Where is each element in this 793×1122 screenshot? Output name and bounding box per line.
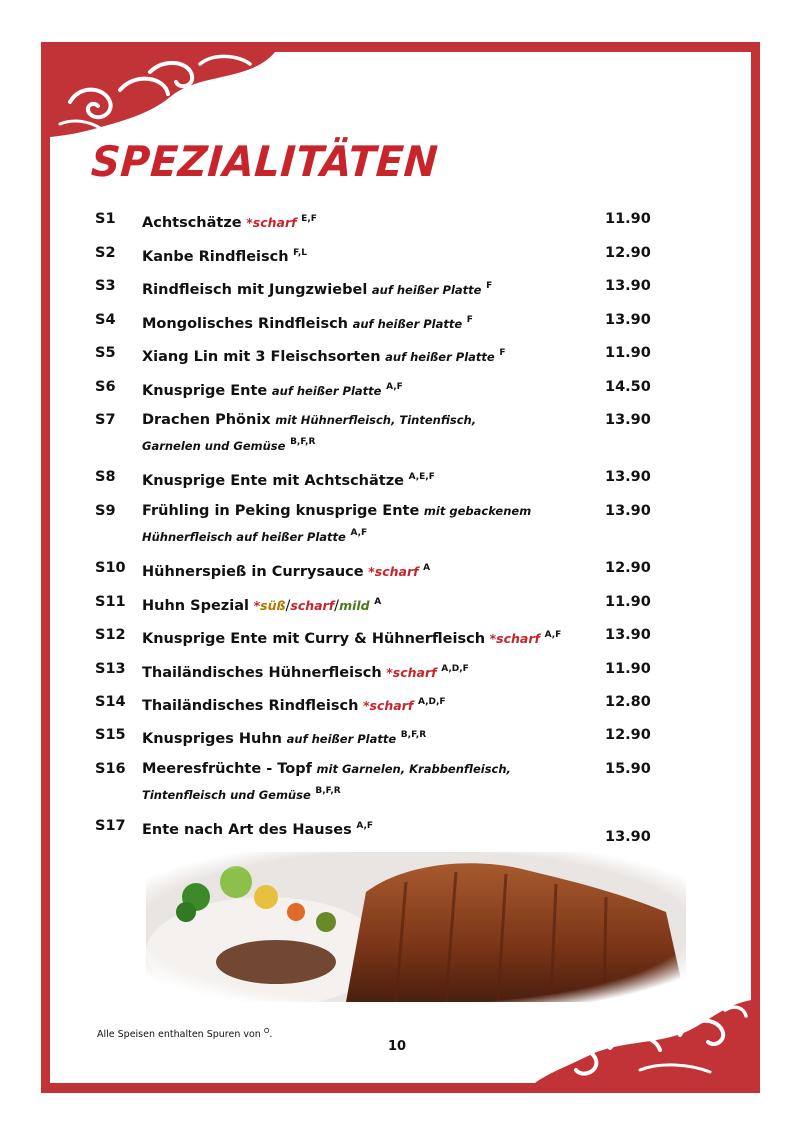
- spicy-tag: *scharf: [246, 214, 297, 230]
- item-code: S5: [95, 345, 116, 361]
- item-name-block: [142, 376, 562, 402]
- item-code: S3: [95, 278, 116, 294]
- item-dish-name: Knusprige Ente mit Curry & Hühnerfleisch: [142, 630, 486, 647]
- allergen-codes: A,D,F: [417, 697, 446, 707]
- item-dish-name: Meeresfrüchte - Topf: [142, 761, 312, 777]
- item-code: S10: [95, 560, 126, 576]
- allergen-codes: A: [374, 597, 382, 607]
- footnote-sup: O: [263, 1027, 270, 1035]
- item-price: 11.90: [605, 211, 651, 227]
- page-title: SPEZIALITÄTEN: [89, 138, 440, 187]
- item-code: S13: [95, 661, 126, 677]
- tag-prefix: *: [253, 597, 261, 613]
- item-code: S17: [95, 818, 126, 834]
- item-dish-name: Ente nach Art des Hauses: [142, 821, 352, 838]
- item-description: auf heißer Platte: [286, 731, 397, 746]
- mild-tag: mild: [339, 597, 370, 613]
- item-price: 12.90: [605, 245, 651, 261]
- spicy-tag: *scharf: [489, 630, 540, 646]
- item-price: 12.90: [605, 727, 651, 743]
- allergen-codes: A: [423, 563, 431, 573]
- item-name-block: [142, 208, 562, 234]
- item-price: 12.80: [605, 694, 651, 710]
- item-name-block: [142, 724, 562, 750]
- item-code: S15: [95, 727, 126, 743]
- item-dish-name: Knusprige Ente mit Achtschätze: [142, 472, 404, 489]
- item-description: auf heißer Platte: [352, 316, 463, 331]
- item-price: 13.90: [605, 469, 651, 485]
- item-code: S14: [95, 694, 126, 710]
- item-code: S6: [95, 379, 116, 395]
- item-description: mit gebackenem: [423, 504, 532, 518]
- sweet-tag: süß: [260, 597, 286, 613]
- item-price: 13.90: [605, 312, 651, 328]
- item-price: 13.90: [605, 412, 651, 428]
- allergen-codes: B,F,R: [315, 786, 341, 796]
- item-description: auf heißer Platte: [271, 383, 382, 398]
- spicy-tag: *scharf: [368, 563, 419, 579]
- item-name-block: [142, 758, 562, 806]
- page-number: 10: [388, 1039, 407, 1054]
- item-dish-name: Xiang Lin mit 3 Fleischsorten: [142, 348, 381, 365]
- item-price: 15.90: [605, 761, 651, 777]
- item-code: S7: [95, 412, 116, 428]
- item-name-block: Huhn Spezial *süß/scharf/mild $^A$: [142, 597, 382, 614]
- item-dish-name: Frühling in Peking knusprige Ente: [142, 503, 420, 519]
- footnote: [97, 1027, 272, 1040]
- item-description: mit Garnelen, Krabbenfleisch,: [316, 762, 511, 776]
- item-dish-name: Huhn Spezial: [142, 597, 249, 614]
- cloud-ornament-bottom-right: [530, 1000, 751, 1083]
- allergen-codes: A,E,F: [408, 472, 435, 482]
- item-dish-name: Mongolisches Rindfleisch: [142, 315, 348, 332]
- item-dish-name: Thailändisches Rindfleisch: [142, 697, 359, 714]
- item-description: auf heißer Platte: [371, 282, 482, 297]
- item-name-block: [142, 658, 562, 684]
- item-code: S11: [95, 594, 126, 610]
- item-dish-name: Hühnerspieß in Currysauce: [142, 563, 364, 580]
- item-description: auf heißer Platte: [385, 349, 495, 364]
- item-description-line2: Tintenfleisch und Gemüse: [142, 787, 311, 802]
- item-name-block: [142, 691, 562, 717]
- allergen-codes: A,F: [386, 382, 403, 392]
- spicy-tag: *scharf: [363, 697, 414, 713]
- footnote-text: Alle Speisen enthalten Spuren von: [97, 1029, 264, 1041]
- allergen-codes: B,F,R: [400, 730, 427, 740]
- item-name-block: [142, 342, 562, 368]
- item-name-block: [142, 409, 562, 457]
- item-name-block: [142, 309, 562, 335]
- allergen-codes: F,L: [293, 248, 308, 258]
- allergen-codes: A,F: [356, 821, 374, 831]
- allergen-codes: A,F: [350, 528, 368, 538]
- item-name-block: [142, 242, 562, 268]
- allergen-codes: F: [466, 315, 473, 325]
- allergen-codes: E,F: [301, 214, 317, 224]
- item-code: S4: [95, 312, 116, 328]
- item-code: S16: [95, 761, 126, 777]
- allergen-codes: F: [499, 348, 506, 358]
- item-code: S9: [95, 503, 116, 519]
- item-name-block: [142, 466, 562, 492]
- item-price: 11.90: [605, 594, 651, 610]
- item-description: mit Hühnerfleisch, Tintenfisch,: [275, 413, 477, 427]
- spicy-tag: *scharf: [386, 664, 437, 680]
- item-dish-name: Knuspriges Huhn: [142, 730, 283, 747]
- item-description-line2: Hühnerfleisch auf heißer Platte: [142, 529, 346, 544]
- item-description-line2: Garnelen und Gemüse: [142, 438, 286, 453]
- item-name-block: [142, 557, 562, 583]
- item-dish-name: Drachen Phönix: [142, 412, 271, 428]
- item-code: S2: [95, 245, 116, 261]
- item-name-block: [142, 624, 562, 650]
- item-dish-name: Achtschätze: [142, 214, 242, 231]
- item-name-block: [142, 500, 562, 548]
- item-price: 12.90: [605, 560, 651, 576]
- item-dish-name: Kanbe Rindfleisch: [142, 248, 289, 265]
- item-price: 11.90: [605, 661, 651, 677]
- cloud-ornament-top-left: [50, 52, 280, 137]
- item-code: S1: [95, 211, 116, 227]
- item-code: S12: [95, 627, 126, 643]
- allergen-codes: F: [486, 281, 493, 291]
- spicy-tag: scharf: [290, 597, 335, 613]
- item-dish-name: Thailändisches Hühnerfleisch: [142, 664, 382, 681]
- item-dish-name: Knusprige Ente: [142, 382, 268, 399]
- item-name-block: [142, 815, 562, 841]
- item-price: 11.90: [605, 345, 651, 361]
- allergen-codes: A,D,F: [441, 664, 469, 674]
- item-price: 13.90: [605, 503, 651, 519]
- item-price: 13.90: [605, 829, 651, 845]
- footnote-end: .: [269, 1029, 273, 1041]
- item-price: 14.50: [605, 379, 651, 395]
- item-price: 13.90: [605, 278, 651, 294]
- item-price: 13.90: [605, 627, 651, 643]
- item-dish-name: Rindfleisch mit Jungzwiebel: [142, 281, 368, 298]
- item-code: S8: [95, 469, 116, 485]
- item-name-block: [142, 275, 562, 301]
- allergen-codes: B,F,R: [290, 437, 316, 447]
- allergen-codes: A,F: [544, 630, 562, 640]
- food-photo: [146, 852, 686, 1002]
